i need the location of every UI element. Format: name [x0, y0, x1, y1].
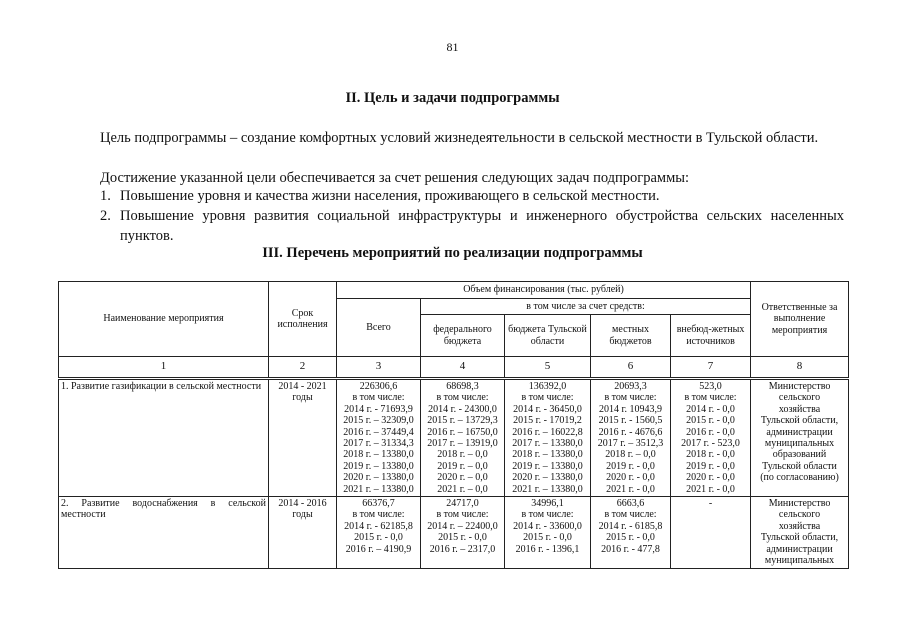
regional-cell: [505, 497, 591, 568]
value-line: 523,0: [699, 381, 722, 392]
value-line: в том числе:: [684, 392, 737, 404]
value-line: -: [708, 498, 713, 510]
value-line: в том числе:: [604, 509, 657, 521]
extra-cell: [671, 379, 751, 497]
measure-name: 1. Развитие газификации в сельской местности: [59, 379, 269, 497]
value-line: 2017 г. – 31334,3: [343, 438, 414, 450]
value-line: 2020 г. – 0,0: [437, 472, 488, 484]
section-2-title: II. Цель и задачи подпрограммы: [345, 90, 560, 106]
value-line: 2016 г. – 2317,0: [429, 543, 496, 555]
value-line: 2020 г. - 0,0: [686, 472, 735, 484]
col-number: 5: [505, 357, 591, 379]
value-line: 2016 г. - 0,0: [686, 426, 735, 438]
value-line: 2019 г. - 0,0: [606, 460, 655, 472]
value-line: 2019 г. - 0,0: [686, 460, 735, 472]
value-line: 2021 г. - 0,0: [606, 483, 655, 495]
value-line: администрации: [766, 543, 833, 555]
value-line: 2016 г. – 4190,9: [345, 543, 412, 555]
table-row: [59, 379, 849, 497]
federal-cell: [421, 497, 505, 568]
value-line: 2021 г. – 0,0: [437, 483, 488, 495]
value-line: 2018 г. – 13380,0: [343, 449, 414, 461]
value-line: 2017 г. – 3512,3: [597, 438, 664, 450]
value-line: администрации: [766, 426, 833, 438]
task-text: Повышение уровня и качества жизни населения, проживающего в сельской местности.: [120, 188, 660, 204]
value-line: 2015 г. – 13729,3: [427, 415, 498, 427]
value-line: 20693,3: [614, 381, 647, 392]
task-number: 1.: [100, 188, 111, 204]
value-line: 2018 г. - 0,0: [686, 449, 735, 461]
value-line: 2014 г. – 22400,0: [427, 520, 498, 532]
header-total: Всего: [337, 299, 421, 357]
value-line: 2015 г. - 0,0: [523, 532, 572, 544]
value-line: в том числе:: [436, 509, 489, 521]
value-line: 2014 г. - 6185,8: [598, 520, 663, 532]
value-line: 6663,6: [616, 498, 645, 510]
measure-term: 2014 - 2021 годы: [269, 379, 337, 497]
value-line: хозяйства: [778, 520, 821, 532]
value-line: 226306,6: [359, 381, 398, 392]
value-line: 2015 г. - 1560,5: [598, 415, 663, 427]
federal-cell: [421, 379, 505, 497]
value-line: сельского: [778, 509, 821, 521]
task-number: 2.: [100, 208, 111, 224]
col-number: 2: [269, 357, 337, 379]
value-line: 2014 г. - 71693,9: [344, 403, 413, 415]
value-line: Министерство: [768, 381, 831, 392]
header-including: в том числе за счет средств:: [421, 299, 751, 315]
value-line: сельского: [778, 392, 821, 404]
extra-cell: [671, 497, 751, 568]
value-line: 2015 г. - 0,0: [686, 415, 735, 427]
value-line: 2016 г. - 4676,6: [598, 426, 663, 438]
value-line: 2014 г. - 36450,0: [513, 403, 582, 415]
value-line: 2021 г. – 13380,0: [512, 483, 583, 495]
value-line: Тульской области,: [760, 415, 839, 427]
page-number: 81: [446, 40, 459, 54]
value-line: 2016 г. - 1396,1: [515, 543, 580, 555]
value-line: 2015 г. - 0,0: [438, 532, 487, 544]
task-text: Повышение уровня развития социальной инфраструктуры и инженерного обустройства сельских населенных пунктов.: [120, 208, 844, 244]
value-line: 2014 г. - 62185,8: [344, 520, 413, 532]
value-line: 66376,7: [362, 498, 395, 510]
value-line: 2018 г. – 0,0: [605, 449, 656, 461]
value-line: 2015 г. – 32309,0: [343, 415, 414, 427]
value-line: 2014 г. - 24300,0: [428, 403, 497, 415]
header-extra: внебюд-жетных источников: [671, 315, 751, 357]
value-line: Тульской области: [762, 460, 837, 472]
value-line: в том числе:: [521, 509, 574, 521]
value-line: 2015 г. - 17019,2: [513, 415, 582, 427]
value-line: хозяйства: [778, 403, 821, 415]
tasks-list: [100, 186, 844, 246]
value-line: 2016 г. – 16022,8: [512, 426, 583, 438]
value-line: 2018 г. – 0,0: [437, 449, 488, 461]
header-local: местных бюджетов: [591, 315, 671, 357]
responsible-cell: [751, 379, 849, 497]
value-line: 2016 г. - 477,8: [601, 543, 660, 555]
value-line: в том числе:: [521, 392, 574, 404]
col-number: 3: [337, 357, 421, 379]
value-line: 2017 г. – 13380,0: [512, 438, 583, 450]
local-cell: [591, 379, 671, 497]
value-line: 2014 г. 10943,9: [599, 403, 662, 415]
section-3-title: III. Перечень мероприятий по реализации подпрограммы: [262, 245, 643, 261]
value-line: 2021 г. – 13380,0: [343, 483, 414, 495]
value-line: Министерство: [768, 498, 831, 510]
value-line: 2020 г. – 13380,0: [343, 472, 414, 484]
value-line: 136392,0: [528, 381, 567, 392]
value-line: 2015 г. - 0,0: [606, 532, 655, 544]
column-numbers-row: [59, 357, 849, 379]
header-term: Срок исполнения: [269, 282, 337, 357]
value-line: 2019 г. – 0,0: [437, 460, 488, 472]
value-line: 2021 г. - 0,0: [686, 483, 735, 495]
table-row: [59, 497, 849, 568]
header-funding: Объем финансирования (тыс. рублей): [337, 282, 751, 299]
value-line: 2016 г. – 16750,0: [427, 426, 498, 438]
goal-paragraph: Цель подпрограммы – создание комфортных условий жизнедеятельности в сельской местности в Тульской области.: [100, 130, 819, 146]
measure-term: 2014 - 2016 годы: [269, 497, 337, 568]
value-line: 2020 г. - 0,0: [606, 472, 655, 484]
value-line: 2019 г. – 13380,0: [512, 460, 583, 472]
value-line: 2017 г. - 523,0: [681, 438, 740, 450]
col-number: 1: [59, 357, 269, 379]
value-line: в том числе:: [352, 392, 405, 404]
tasks-intro-paragraph: Достижение указанной цели обеспечивается за счет решения следующих задач подпрограммы:: [100, 170, 690, 186]
value-line: 34996,1: [531, 498, 564, 510]
value-line: 24717,0: [446, 498, 479, 510]
col-number: 6: [591, 357, 671, 379]
task-item: [100, 206, 844, 246]
total-cell: [337, 379, 421, 497]
value-line: 2016 г. – 37449,4: [343, 426, 414, 438]
value-line: 2019 г. – 13380,0: [343, 460, 414, 472]
col-number: 7: [671, 357, 751, 379]
value-line: 2015 г. - 0,0: [354, 532, 403, 544]
value-line: муниципальных: [764, 438, 835, 450]
header-responsible: Ответственные за выполнение мероприятия: [751, 282, 849, 357]
total-cell: [337, 497, 421, 568]
value-line: 2018 г. – 13380,0: [512, 449, 583, 461]
value-line: Тульской области,: [760, 532, 839, 544]
value-line: 2020 г. – 13380,0: [512, 472, 583, 484]
header-regional: бюджета Тульской области: [505, 315, 591, 357]
task-item: [100, 186, 844, 206]
value-line: (по согласованию): [760, 472, 839, 484]
value-line: муниципальных: [764, 555, 835, 567]
value-line: в том числе:: [352, 509, 405, 521]
value-line: образований: [772, 449, 827, 461]
value-line: в том числе:: [436, 392, 489, 404]
header-federal: федерального бюджета: [421, 315, 505, 357]
local-cell: [591, 497, 671, 568]
measure-name: 2. Развитие водоснабжения в сельской местности: [59, 497, 269, 568]
value-line: в том числе:: [604, 392, 657, 404]
value-line: 2014 г. - 33600,0: [513, 520, 582, 532]
value-line: 2014 г. - 0,0: [686, 403, 735, 415]
header-name: Наименование мероприятия: [59, 282, 269, 357]
regional-cell: [505, 379, 591, 497]
value-line: 2017 г. – 13919,0: [427, 438, 498, 450]
measures-table: [58, 281, 849, 569]
responsible-cell: [751, 497, 849, 568]
col-number: 4: [421, 357, 505, 379]
col-number: 8: [751, 357, 849, 379]
value-line: 68698,3: [446, 381, 479, 392]
